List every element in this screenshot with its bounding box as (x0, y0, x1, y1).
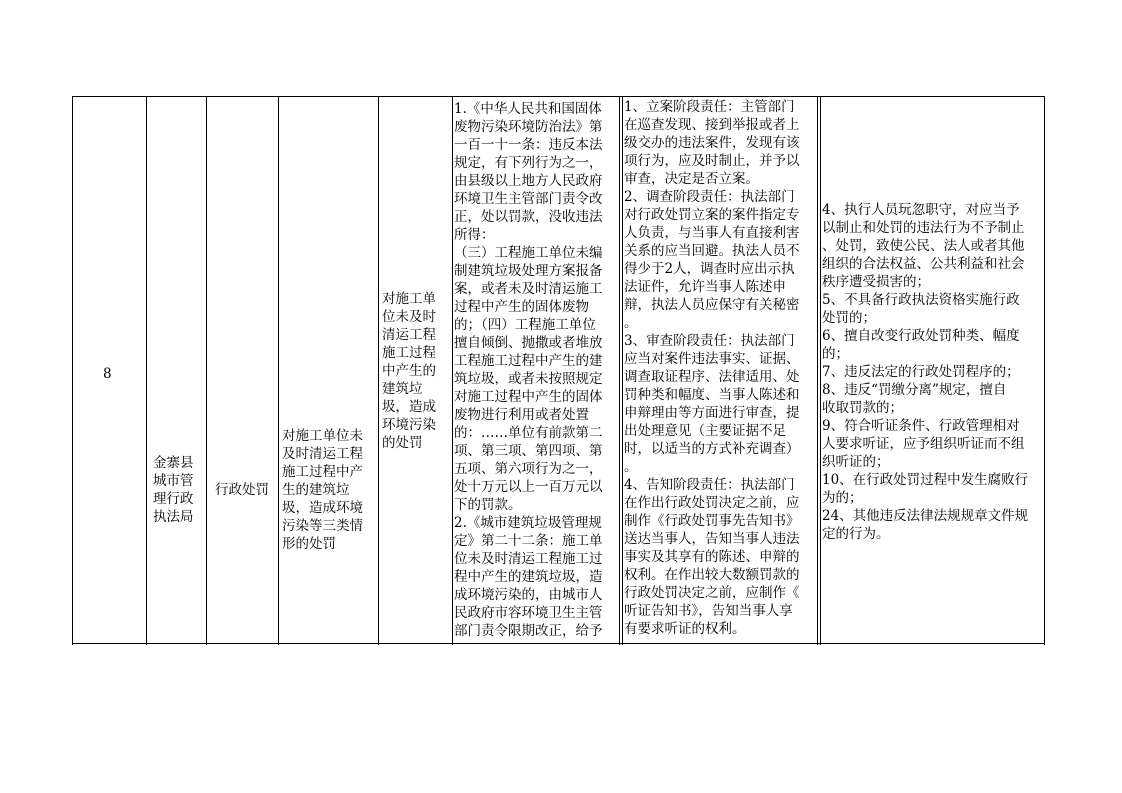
column-item-name (279, 97, 379, 645)
sub-item-name: 对施工单 位未及时 清运工程 施工过程 中产生的 建筑垃 圾，造成 环境污染 的处罚 (382, 291, 436, 451)
column-accountability (818, 97, 1046, 645)
column-responsibility (620, 97, 818, 645)
responsibility-text: 1、立案阶段责任：主管部门 在巡查发现、接到举报或者上 级交办的违法案件，发现有该 项行为，应及时制止，并予以 审查，决定是否立案。 2、调查阶段责任：执法部门 对行政处罚立案的案件指定专 人负责，与当事人有直接利害 关系的应当回避。执法人员不 得少于2人，调查时应出示执 法证件，允许当事人陈述申 辩，执法人员应保守有关秘密 。 3、审查阶段责任：执法部门 应当对案件违法事实、证据、 调查取证程序、法律适用、处 罚种类和幅度、当事人陈述和 申辩理由等方面进行审查，提 出处理意见（主要证据不足 时，以适当的方式补充调查） 。 4、告知阶段责任：执法部门 在作出行政处罚决定之前，应 制作《行政处罚事先告知书》 送达当事人，告知当事人违法 事实及其享有的陈述、申辩的 权利。在作出较大数额罚款的 行政处罚决定之前，应制作《 听证告知书》，告知当事人享 有要求听证的权利。 (624, 99, 800, 637)
column-sub-item (379, 97, 453, 645)
column-power-type (207, 97, 279, 645)
table-bottom-border (72, 643, 1045, 644)
column-divider (820, 97, 821, 645)
row-number: 8 (103, 366, 112, 382)
legal-basis-text: 1.《中华人民共和国固体 废物污染环境防治法》第 一百一十一条：违反本法 规定，有下列行为之一， 由县级以上地方人民政府 环境卫生主管部门责令改 正，处以罚款，没收违法 所得： （三）工程施工单位未编 制建筑垃圾处理方案报备 案，或者未及时清运施工 过程中产生的固体废物 的；（四）工程施工单位 擅自倾倒、抛撒或者堆放 工程施工过程中产生的建 筑垃圾，或者未按照规定 对施工过程中产生的固体 废物进行利用或者处置 的：……单位有前款第二 项、第三项、第四项、第 五项、第六项行为之一， 处十万元以上一百万元以 下的罚款。 2.《城市建筑垃圾管理规 定》第二十二条：施工单 位未及时清运工程施工过 程中产生的建筑垃圾，造 成环境污染的，由城市人 民政府市容环境卫生主管 部门责令限期改正，给予 (454, 101, 603, 639)
column-number (73, 97, 147, 645)
column-divider (622, 97, 623, 645)
department-name: 金寨县 城市管 理行政 执法局 (153, 455, 194, 525)
column-department (147, 97, 207, 645)
item-name: 对施工单位未 及时清运工程 施工过程中产 生的建筑垃 圾，造成环境 污染等三类情 形的处罚 (282, 428, 363, 552)
accountability-text: 4、执行人员玩忽职守，对应当予 以制止和处罚的违法行为不予制止 、处罚，致使公民、法人或者其他 组织的合法权益、公共利益和社会 秩序遭受损害的； 5、不具备行政执法资格实施行政 处罚的； 6、擅自改变行政处罚种类、幅度 的； 7、违反法定的行政处罚程序的； 8、违反“罚缴分离”规定，擅自 收取罚款的； 9、符合听证条件、行政管理相对 人要求听证，应予组织听证而不组 织听证的； 10、在行政处罚过程中发生腐败行 为的； 24、其他违反法律法规规章文件规 定的行为。 (822, 202, 1029, 542)
column-legal-basis (453, 97, 620, 645)
powers-table (72, 96, 1045, 645)
power-type: 行政处罚 (215, 482, 269, 498)
